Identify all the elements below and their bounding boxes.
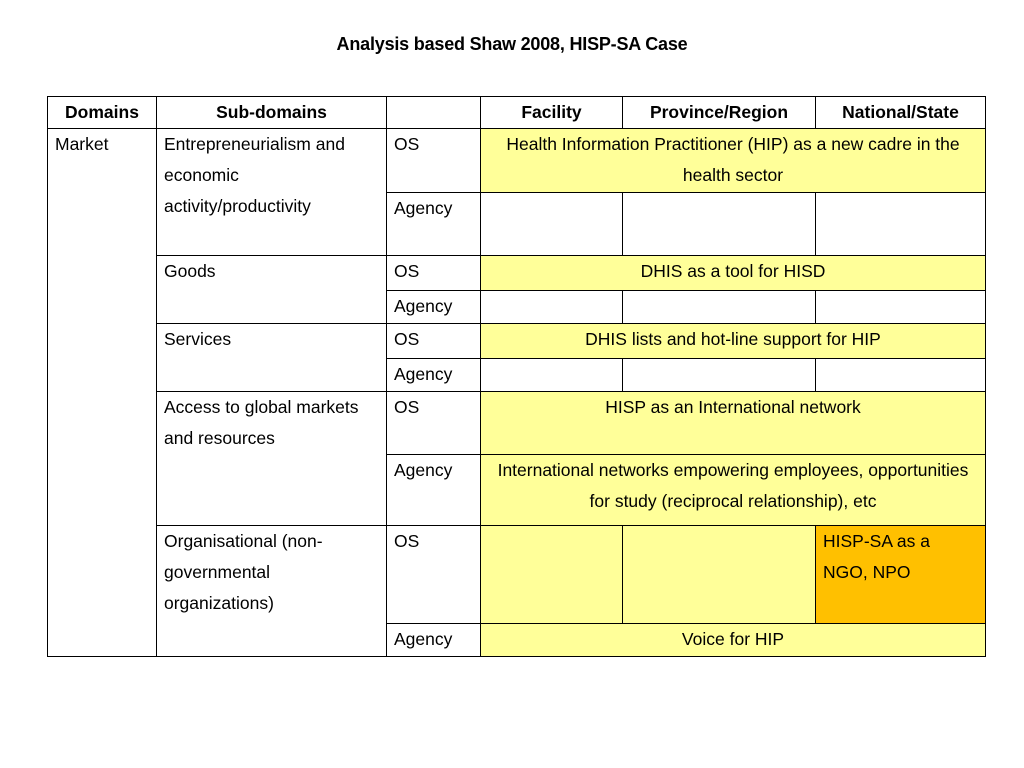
subdomain-access: Access to global markets and resources <box>157 392 387 526</box>
empty-cell <box>816 359 986 392</box>
header-subdomains: Sub-domains <box>157 97 387 129</box>
empty-cell <box>623 291 816 324</box>
empty-cell <box>481 291 623 324</box>
header-national: National/State <box>816 97 986 129</box>
goods-os-cell: DHIS as a tool for HISD <box>481 256 986 291</box>
empty-cell <box>481 193 623 256</box>
organisational-agency-cell: Voice for HIP <box>481 624 986 657</box>
subdomain-goods: Goods <box>157 256 387 324</box>
empty-cell <box>623 359 816 392</box>
agency-label: Agency <box>387 291 481 324</box>
services-os-cell: DHIS lists and hot-line support for HIP <box>481 324 986 359</box>
domain-market: Market <box>48 129 157 657</box>
access-os-cell: HISP as an International network <box>481 392 986 455</box>
empty-cell <box>816 291 986 324</box>
subdomain-entrepreneurialism: Entrepreneurialism and economic activity/productivity <box>157 129 387 256</box>
table-row <box>48 256 986 291</box>
os-label: OS <box>387 392 481 455</box>
empty-cell <box>623 526 816 624</box>
header-facility: Facility <box>481 97 623 129</box>
agency-label: Agency <box>387 359 481 392</box>
header-row <box>48 97 986 129</box>
subdomain-organisational: Organisational (non-governmental organizations) <box>157 526 387 657</box>
entrepreneurialism-os-cell: Health Information Practitioner (HIP) as a new cadre in the health sector <box>481 129 986 193</box>
agency-label: Agency <box>387 455 481 526</box>
agency-label: Agency <box>387 624 481 657</box>
analysis-table <box>47 96 986 657</box>
subdomain-services: Services <box>157 324 387 392</box>
organisational-national-cell: HISP-SA as a NGO, NPO <box>816 526 986 624</box>
header-domains: Domains <box>48 97 157 129</box>
table-row <box>48 392 986 455</box>
slide-title: Analysis based Shaw 2008, HISP-SA Case <box>336 34 688 54</box>
table-row <box>48 129 986 193</box>
table-row <box>48 526 986 624</box>
agency-label: Agency <box>387 193 481 256</box>
table-row <box>48 324 986 359</box>
os-label: OS <box>387 256 481 291</box>
os-label: OS <box>387 129 481 193</box>
empty-cell <box>623 193 816 256</box>
os-label: OS <box>387 324 481 359</box>
os-label: OS <box>387 526 481 624</box>
access-agency-cell: International networks empowering employees, opportunities for study (reciprocal relationship), etc <box>481 455 986 526</box>
empty-cell <box>816 193 986 256</box>
empty-cell <box>481 526 623 624</box>
empty-cell <box>481 359 623 392</box>
header-blank <box>387 97 481 129</box>
header-province: Province/Region <box>623 97 816 129</box>
